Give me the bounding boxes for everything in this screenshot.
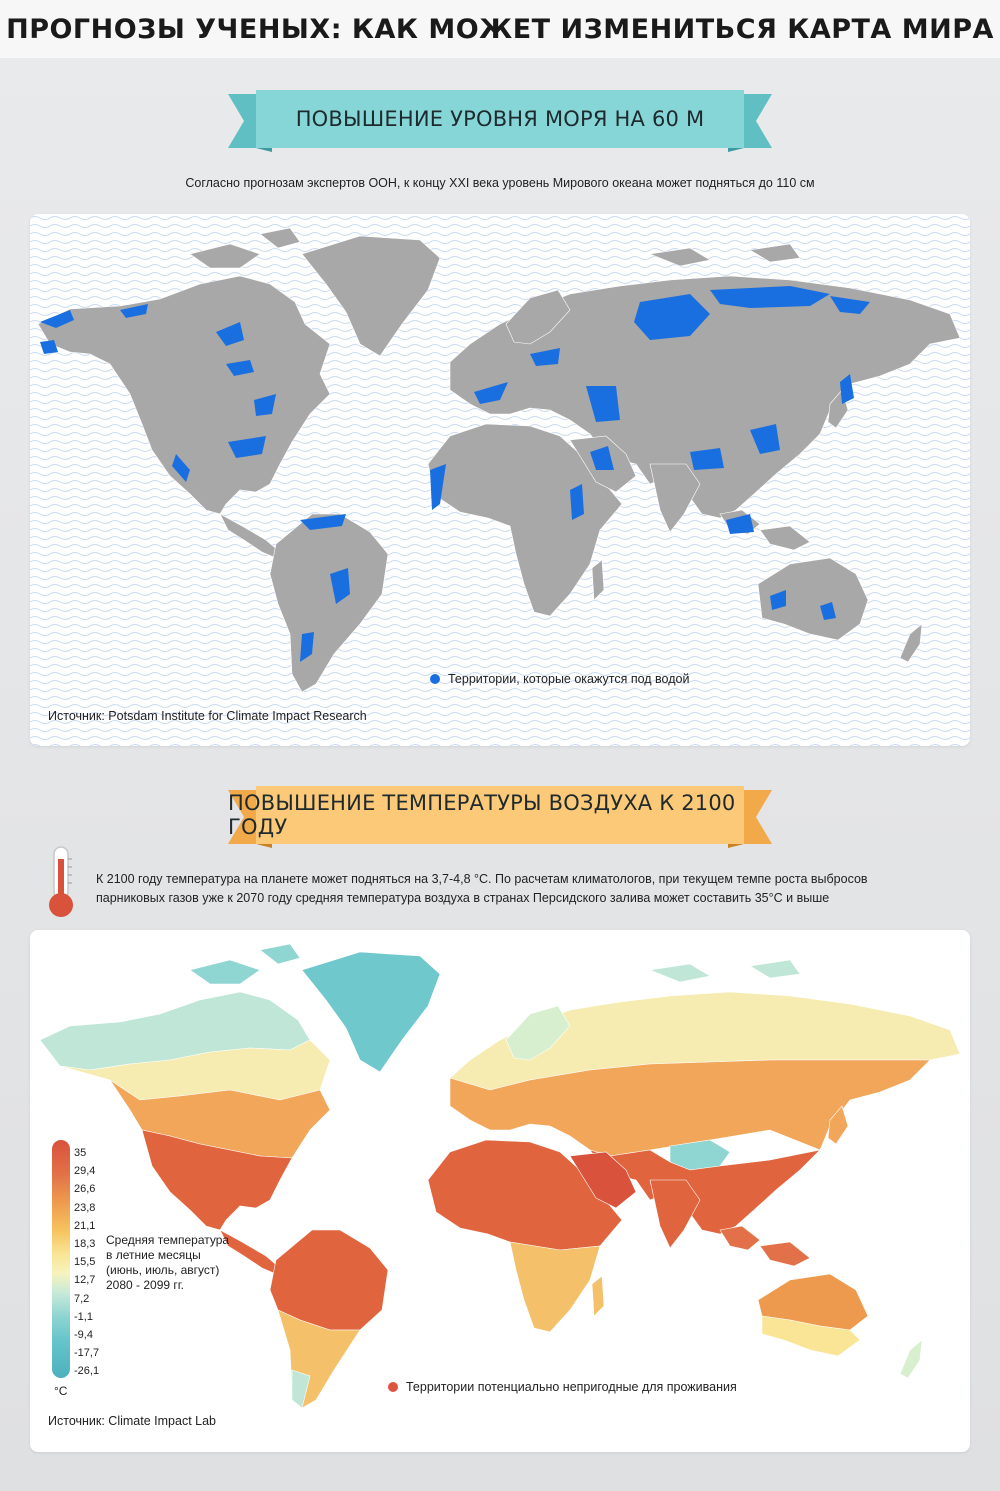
temperature-legend-label: Территории потенциально непригодные для проживания [406, 1380, 737, 1394]
temperature-scale-description [106, 1233, 229, 1293]
uninhabitable-legend-dot [388, 1382, 398, 1392]
scale-tick: 21,1 [74, 1219, 96, 1232]
scale-tick: -26,1 [74, 1365, 100, 1378]
scale-desc-line: Средняя температура [106, 1233, 230, 1247]
scale-desc-line: 2080 - 2099 гг. [106, 1278, 185, 1292]
sea-level-legend-label: Территории, которые окажутся под водой [448, 672, 690, 686]
sea-level-legend [430, 672, 689, 686]
sea-level-source: Источник: Potsdam Institute for Climate Impact Research [48, 709, 367, 723]
scale-tick: 7,2 [74, 1292, 90, 1305]
temperature-description [96, 870, 936, 908]
scale-tick: 18,3 [74, 1237, 96, 1250]
temperature-map-card [30, 930, 970, 1452]
sea-level-world-map [30, 214, 970, 746]
sea-level-heading: ПОВЫШЕНИЕ УРОВНЯ МОРЯ НА 60 М [295, 107, 705, 131]
scale-desc-line: в летние месяцы [106, 1248, 201, 1262]
scale-tick: 12,7 [74, 1274, 96, 1287]
temperature-text-line-1: К 2100 году температура на планете может подняться на 3,7-4,8 °С. По расчетам климатологов, при текущем темпе роста выбросов [96, 872, 868, 886]
temperature-heading: ПОВЫШЕНИЕ ТЕМПЕРАТУРЫ ВОЗДУХА К 2100 ГОДУ [228, 791, 736, 839]
scale-tick: -1,1 [74, 1310, 93, 1323]
sea-level-subtitle: Согласно прогнозам экспертов ООН, к концу XXI века уровень Мирового океана может подняться до 110 см [185, 176, 815, 190]
scale-desc-line: (июнь, июль, август) [106, 1263, 220, 1277]
scale-tick: 15,5 [74, 1256, 96, 1269]
flood-legend-dot [430, 674, 440, 684]
temperature-ribbon [228, 786, 772, 848]
page-title: ПРОГНОЗЫ УЧЕНЫХ: КАК МОЖЕТ ИЗМЕНИТЬСЯ КАРТА МИРА [0, 0, 1000, 58]
temperature-scale-ticks [74, 1144, 99, 1380]
thermometer-icon [44, 845, 78, 924]
temperature-text-line-2: парниковых газов уже к 2070 году средняя температура воздуха в странах Персидского залива может составить 35°С и выше [96, 891, 830, 905]
sea-level-map-card [30, 214, 970, 746]
temperature-scale-bar [52, 1140, 70, 1378]
scale-tick: 35 [74, 1147, 87, 1159]
temperature-world-map [30, 930, 970, 1452]
scale-tick: -17,7 [74, 1347, 100, 1360]
temperature-scale-unit: °С [54, 1384, 68, 1398]
sea-level-ribbon [228, 90, 772, 152]
scale-tick: 26,6 [74, 1183, 96, 1196]
temperature-legend [388, 1380, 737, 1394]
scale-tick: 23,8 [74, 1201, 96, 1214]
temperature-source: Источник: Climate Impact Lab [48, 1414, 216, 1428]
scale-tick: -9,4 [74, 1328, 93, 1341]
scale-tick: 29,4 [74, 1165, 96, 1178]
